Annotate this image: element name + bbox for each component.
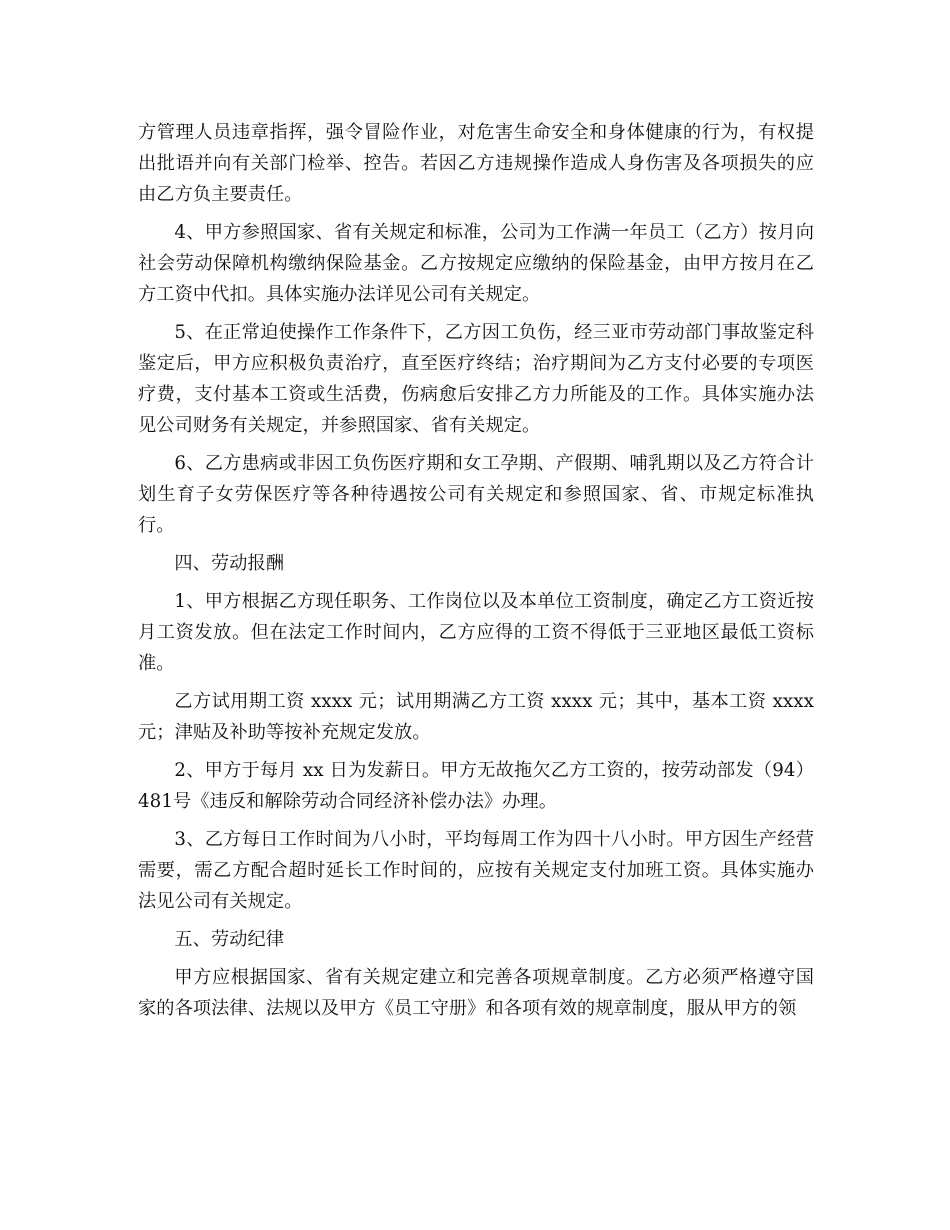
paragraph-clause-6: 6、乙方患病或非因工负伤医疗期和女工孕期、产假期、哺乳期以及乙方符合计划生育子女劳保医疗等各种待遇按公司有关规定和参照国家、省、市规定标准执行。 (138, 453, 814, 536)
section-heading-labor-discipline: 五、劳动纪律 (174, 929, 285, 950)
paragraph-remuneration-3: 3、乙方每日工作时间为八小时，平均每周工作为四十八小时。甲方因生产经营需要，需乙方配合超时延长工作时间的，应按有关规定支付加班工资。具体实施办法见公司有关规定。 (138, 829, 814, 912)
paragraph-remuneration-1: 1、甲方根据乙方现任职务、工作岗位以及本单位工资制度，确定乙方工资近按月工资发放。但在法定工作时间内，乙方应得的工资不得低于三亚地区最低工资标准。 (138, 591, 814, 674)
paragraph-discipline: 甲方应根据国家、省有关规定建立和完善各项规章制度。乙方必须严格遵守国家的各项法律、法规以及甲方《员工守册》和各项有效的规章制度，服从甲方的领 (138, 967, 814, 1019)
paragraph-clause-4: 4、甲方参照国家、省有关规定和标准，公司为工作满一年员工（乙方）按月向社会劳动保障机构缴纳保险基金。乙方按规定应缴纳的保险基金，由甲方按月在乙方工资中代扣。具体实施办法详见公司有关规定。 (138, 222, 814, 305)
paragraph-continuation: 方管理人员违章指挥，强令冒险作业，对危害生命安全和身体健康的行为，有权提出批语并向有关部门检举、控告。若因乙方违规操作造成人身伤害及各项损失的应由乙方负主要责任。 (138, 122, 814, 205)
document-body (138, 117, 814, 1031)
section-heading-labor-remuneration: 四、劳动报酬 (174, 553, 285, 574)
paragraph-clause-5: 5、在正常迫使操作工作条件下，乙方因工负伤，经三亚市劳动部门事故鉴定科鉴定后，甲方应积极负责治疗，直至医疗终结；治疗期间为乙方支付必要的专项医疗费，支付基本工资或生活费，伤病愈后安排乙方力所能及的工作。具体实施办法见公司财务有关规定，并参照国家、省有关规定。 (138, 322, 814, 436)
paragraph-salary-details: 乙方试用期工资 xxxx 元；试用期满乙方工资 xxxx 元；其中，基本工资 xxxx 元；津贴及补助等按补充规定发放。 (138, 691, 814, 743)
paragraph-remuneration-2: 2、甲方于每月 xx 日为发薪日。甲方无故拖欠乙方工资的，按劳动部发（94）481号《违反和解除劳动合同经济补偿办法》办理。 (138, 760, 814, 812)
